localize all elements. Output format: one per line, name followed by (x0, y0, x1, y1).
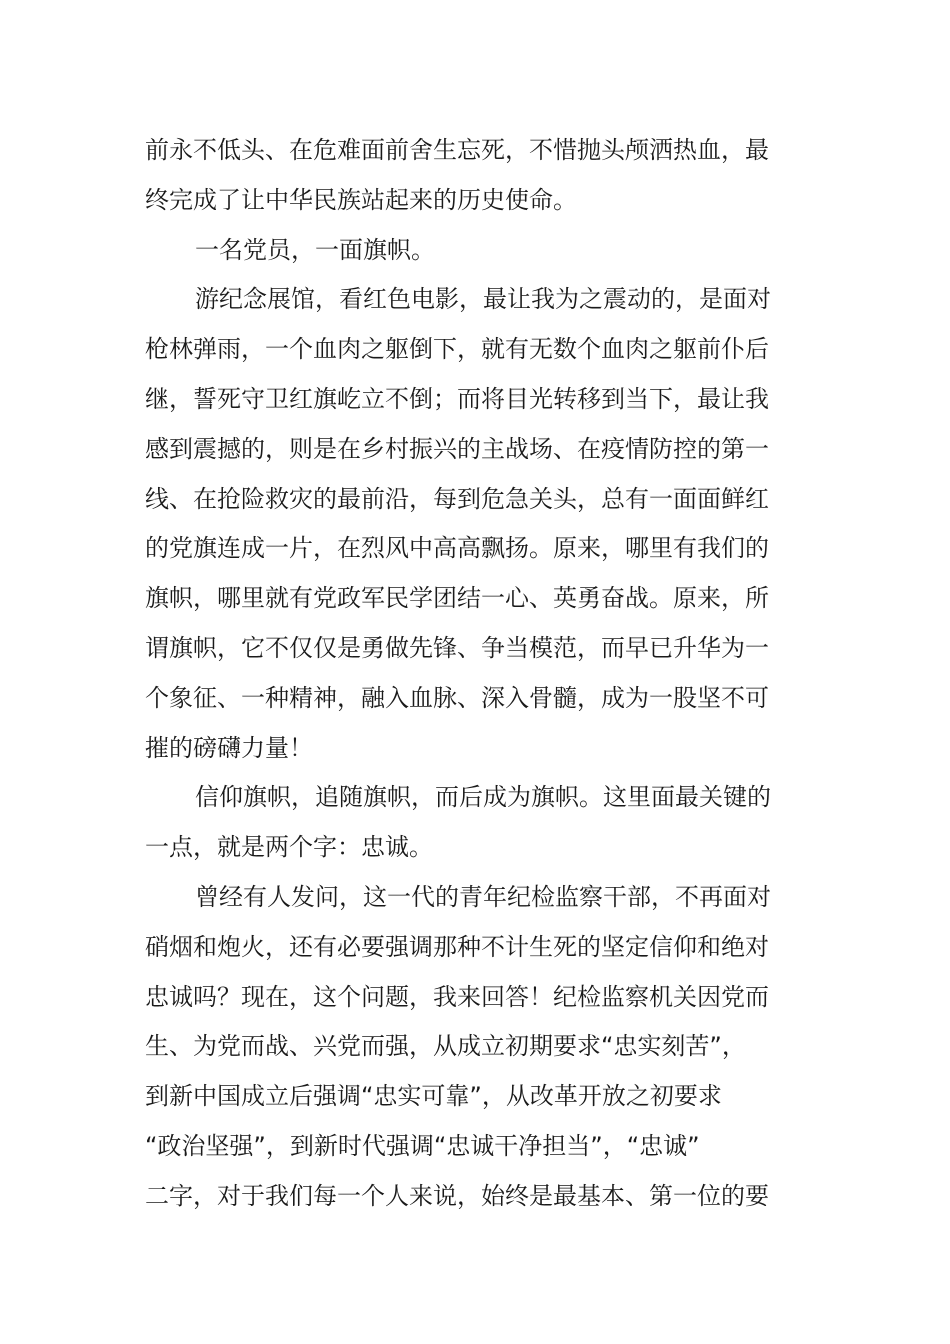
text-line: 到新中国成立后强调“忠实可靠”，从改革开放之初要求 (145, 1082, 722, 1111)
text-line: 硝烟和炮火，还有必要强调那种不计生死的坚定信仰和绝对 (145, 932, 769, 961)
text-line: 一名党员，一面旗帜。 (195, 235, 435, 264)
text-line: 忠诚吗？现在，这个问题，我来回答！纪检监察机关因党而 (145, 982, 769, 1011)
text-line: 一点，就是两个字：忠诚。 (145, 833, 433, 862)
text-line: 二字，对于我们每一个人来说，始终是最基本、第一位的要 (145, 1181, 769, 1210)
text-line: 个象征、一种精神，融入血脉、深入骨髓，成为一股坚不可 (145, 683, 769, 712)
text-line: “政治坚强”，到新时代强调“忠诚干净担当”，“忠诚” (145, 1131, 700, 1160)
text-line: 继，誓死守卫红旗屹立不倒；而将目光转移到当下，最让我 (145, 384, 769, 413)
text-line: 终完成了让中华民族站起来的历史使命。 (145, 185, 577, 214)
text-line: 线、在抢险救灾的最前沿，每到危急关头，总有一面面鲜红 (145, 484, 769, 513)
text-line: 前永不低头、在危难面前舍生忘死，不惜抛头颅洒热血，最 (145, 136, 769, 164)
text-line: 谓旗帜，它不仅仅是勇做先锋、争当模范，而早已升华为一 (145, 633, 769, 662)
text-line: 旗帜，哪里就有党政军民学团结一心、英勇奋战。原来，所 (145, 584, 769, 613)
text-line: 生、为党而战、兴党而强，从成立初期要求“忠实刻苦”， (145, 1032, 746, 1061)
text-line: 游纪念展馆，看红色电影，最让我为之震动的，是面对 (195, 285, 771, 314)
text-line: 曾经有人发问，这一代的青年纪检监察干部，不再面对 (195, 882, 771, 911)
text-line: 摧的磅礴力量！ (145, 733, 313, 762)
text-line: 感到震撼的，则是在乡村振兴的主战场、在疫情防控的第一 (145, 434, 769, 463)
text-line: 的党旗连成一片，在烈风中高高飘扬。原来，哪里有我们的 (145, 534, 769, 563)
text-line: 信仰旗帜，追随旗帜，而后成为旗帜。这里面最关键的 (195, 783, 771, 812)
body-text (145, 126, 805, 1222)
text-line: 枪林弹雨，一个血肉之躯倒下，就有无数个血肉之躯前仆后 (145, 335, 769, 364)
